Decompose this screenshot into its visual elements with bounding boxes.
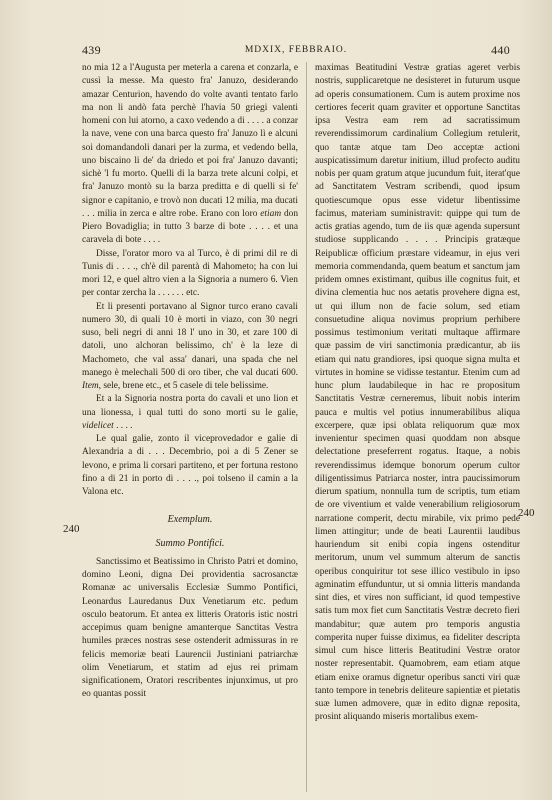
column-divider (306, 62, 307, 792)
paragraph: Disse, l'orator moro va al Turco, è di primi dil re di Tunis di . . . ., ch'è dil parentà di Mahometo; ha con lui mori 12, e quel altro vien a la Signoria a numero 6. Vien per contar zercha la . . . . . . etc. (82, 248, 298, 299)
page-number-right: 440 (491, 43, 510, 57)
margin-number-left: 240 (63, 523, 80, 535)
right-column (315, 62, 520, 797)
paragraph: Et a la Signoria nostra porta do cavali et uno lion et una lionessa, i qual tutti do sono morti su le galie, videlicet . . . . (82, 394, 298, 431)
paragraph: Le qual galie, zonto il viceprovedador e galie di Alexandria a di . . . Decembrio, poi a di 5 Zener se levono, e prima li corsari partiteno, et per fortuna restono fino a di 21 in porto di . . . ., poi tolseno il camin a la Valona etc. (82, 434, 298, 497)
section-heading: Exemplum. (167, 514, 213, 526)
left-column (82, 62, 298, 797)
paragraph: Et li presenti portavano al Signor turco erano cavali numero 30, di quali 10 è morti in viazo, con 30 negri suso, beli negri di anni 18 l' uno in 30, et zare 100 di datoli, uno alchoran belissimo, ch' è la leze di Machometo, che val assa' danari, una spada che nel manego è melechali 500 di oro tiber, che val ducati 600. Item, sele, brene etc., et 5 casele di tele belissime. (82, 301, 298, 391)
running-head: MDXIX, FEBBRAIO. (244, 45, 348, 55)
paragraph: Sanctissimo et Beatissimo in Christo Patri et domino, domino Leoni, digna Dei providentia sacrosanctæ Romanæ ac universalis Ecclesiæ Summo Pontifici, Leonardus Lauredanus Dux Venetiarum etc. pedum osculo beatorum. Et antea ex litteris Oratoris istic nostri accepimus quam benigne amanterque Sanctitas Vestra humiles præces nostras sese ostenderit admissuras in re felicis memoriæ beati Laurencii Justiniani patriarchæ olim Venetiarum, et statim ad ejus rei primam significationem, Oratori rescribentes injunximus, ut pro eo quantas possit (82, 556, 298, 700)
paragraph: maximas Beatitudini Vestræ gratias ageret verbis nostris, supplicaretque ne desisteret in futurum usque ad operis consumationem. Cum is autem proxime nos certiores fecerit quam graviter et opportune Sanctitas ipsa Vestra eam rem ad sacratissimum reverendissimorum cardinalium Collegium retulerit, quo tantæ atque tam Deo acceptæ actioni auspicatissimum daretur initium, illud profecto auditu nobis per quam gratum atque jucundum fuit, iterat'que ad Sanctitatem Vestram scribendi, quod ipsum quotiescumque opus esse videtur libentissime facimus, materiam suministravit: quippe qui tum de actis gratias agendo, tum de iis quæ agenda supersunt studiose supplicando . . . . Principis gratæque Reipublicæ officium præstare videamur, in ejus veri memoria commendanda, quem beatum et sanctum jam pridem omnes existimant, quibus ille cognitus fuit, et divina clementia huc nos aetatis provehere digna est, ut qui illum non de facie solum, sed etiam consuetudine aliqua novimus proprium perhibere possimus testimonium veritati multaque affirmare quæ passim de viri sanctimonia prædicantur, ab iis etiam qui natu grandiores, ipsi quoque signa multa et virtutes in homine se vidisse testantur. Etenim cum ad hunc plum laudabileque in hac re propositum Sanctitatis Vestræ cerneremus, libuit nobis interim pauca e multis vel potius innumerabilibus aliqua excerpere, quæ ipsi oblata reliquorum quæ mox invenientur specimen quasi quoddam non absque delectatione preseferrent rogatus. Itaque, a nobis reverendissimus idemque bonorum operum cultor diligentissimus Patriarca noster, intra paucissimorum dierum spatium, nonnulla tum de scriptis, tum etiam de ore viventium et valde venerabilium religiosorum narratione comperit, dectu mirabile, vix primo pede limen attingitur; unde de beati Laurentii laudibus hauriendum sit enibi copia ingens ostenditur meritorum, unum vel summum alterum de sanctis operibus conquiritur tot sese illico vestibulo in ipso agminatim effunduntur, ut si omnia litteris mandanda sint dies, et vires non sufficiant, id quod tempestive satis tum mox fiet cum Sanctitatis Vestræ decreto fieri mandabitur; quæ autem pro temporis angustia comperita nuper fuisse diximus, ea fideliter descripta simul cum hisce litteris Beatitudini Vestræ orator noster representabit. Quamobrem, eam etiam atque etiam enixe oramus dignetur operibus sancti viri quæ tanto tempore in tenebris deliteure sapientiæ et pietatis suæ lumen admovere, quæ in edito dignæ reposita, prosint aliquando miseris mortalibus exem- (315, 63, 520, 723)
section-subheading: Summo Pontifici. (155, 537, 225, 549)
margin-number-right: 240 (518, 507, 535, 519)
page-number-left: 439 (82, 43, 101, 57)
page-header (82, 43, 510, 59)
paragraph: no mia 12 a l'Augusta per meterla a carena et conzarla, e cussì la messe. Ma questo fra' Januzo, desiderando amazar Centurion, havendo do volte avanti tentato farlo ma non li andò fata perchè l'havia 50 griegi valenti homeni con lui atorno, a caxo vedendo a di . . . . a conzar la nave, vene con una barca questo fra' Januzo lì e alcuni soi domandandoli danari per la zurma, et vedendo bella, uno biscaino li de' da driedo et poi fra' Januzo davanti; sichè 'l fu morto. Quelli di la barza trete alcuni colpi, et fra' Januzo montò su la barza preditta e di quelli si fe' signor e capitanio, e trovò non ducati 12 milia, ma ducati . . . milia in zerca e altre robe. Erano con loro etiam don Piero Bovadiglia; in tutto 3 barze di bote . . . . et una caravela di bote . . . . (82, 63, 298, 246)
